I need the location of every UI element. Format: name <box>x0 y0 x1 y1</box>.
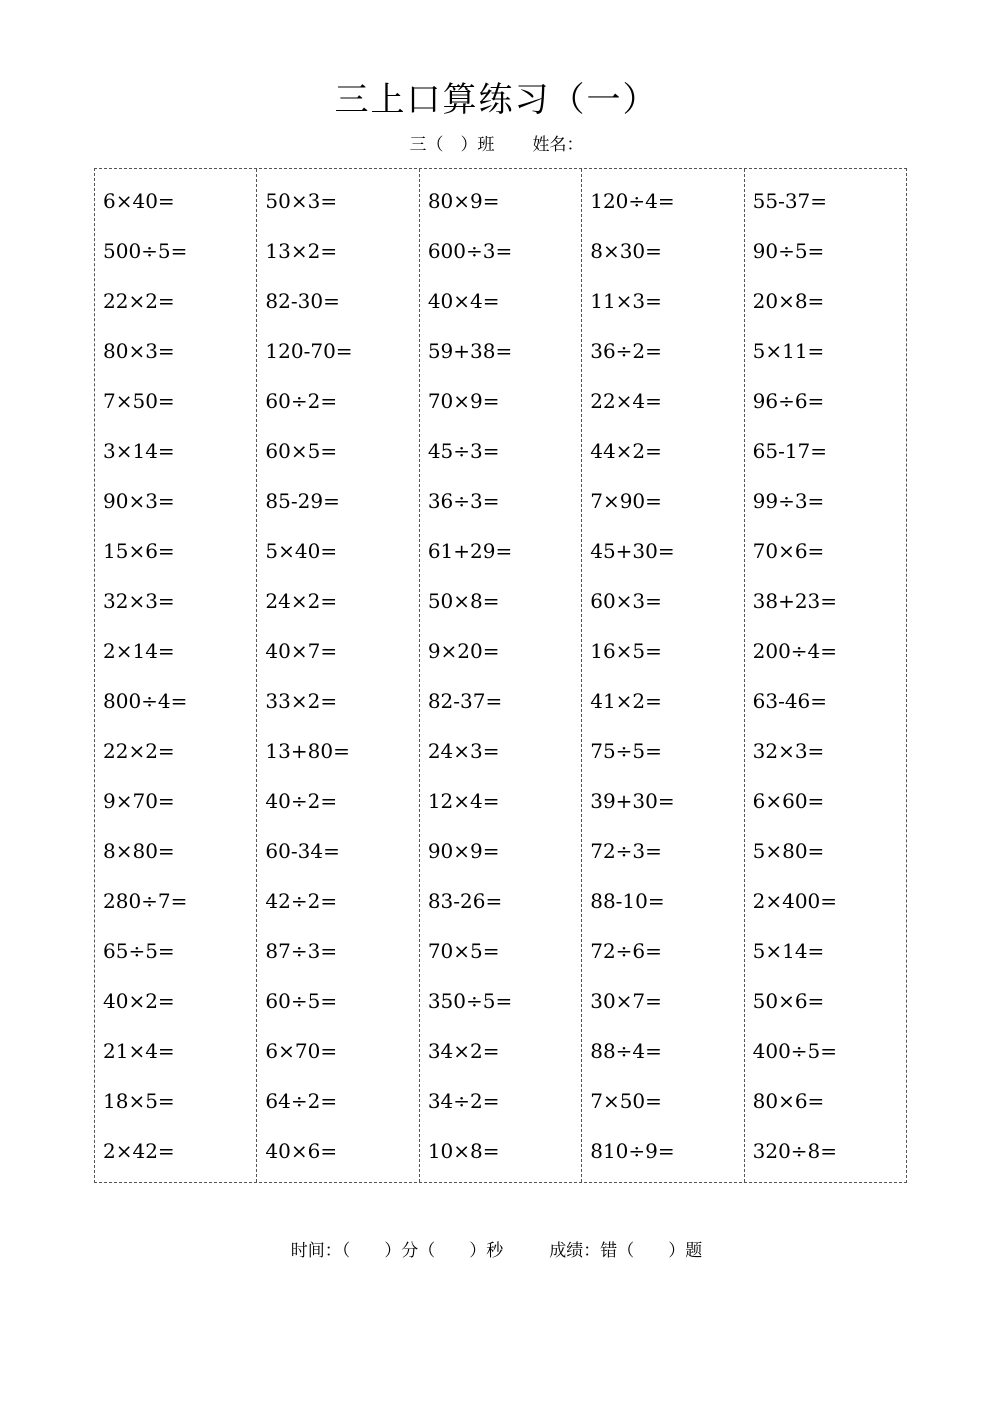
math-problem: 30×7= <box>590 989 662 1013</box>
math-problem: 90×9= <box>427 839 500 863</box>
math-problem: 40×4= <box>427 289 500 313</box>
math-problem: 50×6= <box>752 989 825 1013</box>
math-problem: 13×2= <box>265 239 338 263</box>
math-problem: 96÷6= <box>752 389 825 413</box>
math-problem: 99÷3= <box>752 489 825 513</box>
math-problem: 36÷2= <box>590 339 662 363</box>
math-problem: 400÷5= <box>752 1039 838 1063</box>
math-problem: 500÷5= <box>103 239 188 263</box>
math-problem: 5×80= <box>752 839 825 863</box>
math-problem: 88-10= <box>590 889 665 913</box>
math-problem: 280÷7= <box>103 889 188 913</box>
math-problem: 42÷2= <box>265 889 338 913</box>
math-problem: 44×2= <box>590 439 662 463</box>
math-problem: 60×5= <box>265 439 338 463</box>
math-problem: 70×6= <box>752 539 825 563</box>
problem-column <box>420 169 582 1182</box>
time-label: 时间：（ ）分（ ）秒 <box>290 1241 504 1261</box>
math-problem: 34÷2= <box>427 1089 500 1113</box>
math-problem: 6×40= <box>103 189 175 213</box>
math-problem: 50×8= <box>427 589 500 613</box>
math-problem: 90×3= <box>103 489 175 513</box>
math-problem: 88÷4= <box>590 1039 662 1063</box>
math-problem: 22×2= <box>103 739 175 763</box>
math-problem: 40÷2= <box>265 789 338 813</box>
page-title: 三上口算练习（一） <box>334 80 659 120</box>
problem-column <box>582 169 744 1182</box>
math-problem: 12×4= <box>427 789 500 813</box>
math-problem: 82-37= <box>427 689 503 713</box>
math-problem: 32×3= <box>752 739 825 763</box>
math-problem: 22×2= <box>103 289 175 313</box>
math-problem: 40×7= <box>265 639 338 663</box>
score-label: 成绩：错（ ）题 <box>549 1241 703 1261</box>
math-problem: 80×9= <box>427 189 500 213</box>
math-problem: 600÷3= <box>427 239 513 263</box>
math-problem: 20×8= <box>752 289 825 313</box>
problem-grid <box>94 168 907 1183</box>
math-problem: 82-30= <box>265 289 340 313</box>
math-problem: 72÷6= <box>590 939 662 963</box>
math-problem: 64÷2= <box>265 1089 338 1113</box>
math-problem: 45÷3= <box>427 439 500 463</box>
math-problem: 90÷5= <box>752 239 825 263</box>
math-problem: 61+29= <box>427 539 513 563</box>
math-problem: 45+30= <box>590 539 675 563</box>
math-problem: 120-70= <box>265 339 353 363</box>
math-problem: 80×3= <box>103 339 175 363</box>
math-problem: 72÷3= <box>590 839 662 863</box>
math-problem: 85-29= <box>265 489 340 513</box>
math-problem: 40×2= <box>103 989 175 1013</box>
math-problem: 2×400= <box>752 889 838 913</box>
footer-line <box>0 1236 993 1261</box>
math-problem: 60÷5= <box>265 989 338 1013</box>
math-problem: 63-46= <box>752 689 828 713</box>
math-problem: 32×3= <box>103 589 175 613</box>
math-problem: 34×2= <box>427 1039 500 1063</box>
math-problem: 38+23= <box>752 589 838 613</box>
problem-column <box>257 169 419 1182</box>
math-problem: 5×11= <box>752 339 825 363</box>
math-problem: 9×20= <box>427 639 500 663</box>
math-problem: 36÷3= <box>427 489 500 513</box>
math-problem: 70×5= <box>427 939 500 963</box>
problem-column <box>95 169 257 1182</box>
math-problem: 41×2= <box>590 689 662 713</box>
problem-column <box>745 169 906 1182</box>
math-problem: 6×60= <box>752 789 825 813</box>
math-problem: 59+38= <box>427 339 513 363</box>
math-problem: 70×9= <box>427 389 500 413</box>
math-problem: 13+80= <box>265 739 350 763</box>
student-info-line <box>0 130 993 155</box>
math-problem: 5×40= <box>265 539 338 563</box>
math-problem: 60-34= <box>265 839 340 863</box>
math-problem: 65÷5= <box>103 939 175 963</box>
math-problem: 24×2= <box>265 589 338 613</box>
math-problem: 3×14= <box>103 439 175 463</box>
math-problem: 5×14= <box>752 939 825 963</box>
math-problem: 7×90= <box>590 489 662 513</box>
math-problem: 15×6= <box>103 539 175 563</box>
math-problem: 2×14= <box>103 639 175 663</box>
math-problem: 80×6= <box>752 1089 825 1113</box>
math-problem: 55-37= <box>752 189 828 213</box>
math-problem: 800÷4= <box>103 689 188 713</box>
math-problem: 320÷8= <box>752 1139 838 1163</box>
math-problem: 10×8= <box>427 1139 500 1163</box>
math-problem: 21×4= <box>103 1039 175 1063</box>
math-problem: 2×42= <box>103 1139 175 1163</box>
math-problem: 40×6= <box>265 1139 338 1163</box>
math-problem: 16×5= <box>590 639 662 663</box>
math-problem: 18×5= <box>103 1089 175 1113</box>
math-problem: 350÷5= <box>427 989 513 1013</box>
class-label: 三（ ）班 <box>409 135 495 155</box>
math-problem: 120÷4= <box>590 189 675 213</box>
math-problem: 7×50= <box>103 389 175 413</box>
math-problem: 8×30= <box>590 239 662 263</box>
math-problem: 87÷3= <box>265 939 338 963</box>
math-problem: 8×80= <box>103 839 175 863</box>
math-problem: 33×2= <box>265 689 338 713</box>
math-problem: 75÷5= <box>590 739 662 763</box>
math-problem: 50×3= <box>265 189 338 213</box>
math-problem: 11×3= <box>590 289 662 313</box>
math-problem: 39+30= <box>590 789 675 813</box>
name-label: 姓名： <box>532 135 584 155</box>
math-problem: 65-17= <box>752 439 828 463</box>
math-problem: 7×50= <box>590 1089 662 1113</box>
math-problem: 22×4= <box>590 389 662 413</box>
math-problem: 60÷2= <box>265 389 338 413</box>
math-problem: 83-26= <box>427 889 503 913</box>
math-problem: 60×3= <box>590 589 662 613</box>
math-problem: 24×3= <box>427 739 500 763</box>
math-problem: 6×70= <box>265 1039 338 1063</box>
math-problem: 9×70= <box>103 789 175 813</box>
math-problem: 200÷4= <box>752 639 838 663</box>
math-problem: 810÷9= <box>590 1139 675 1163</box>
